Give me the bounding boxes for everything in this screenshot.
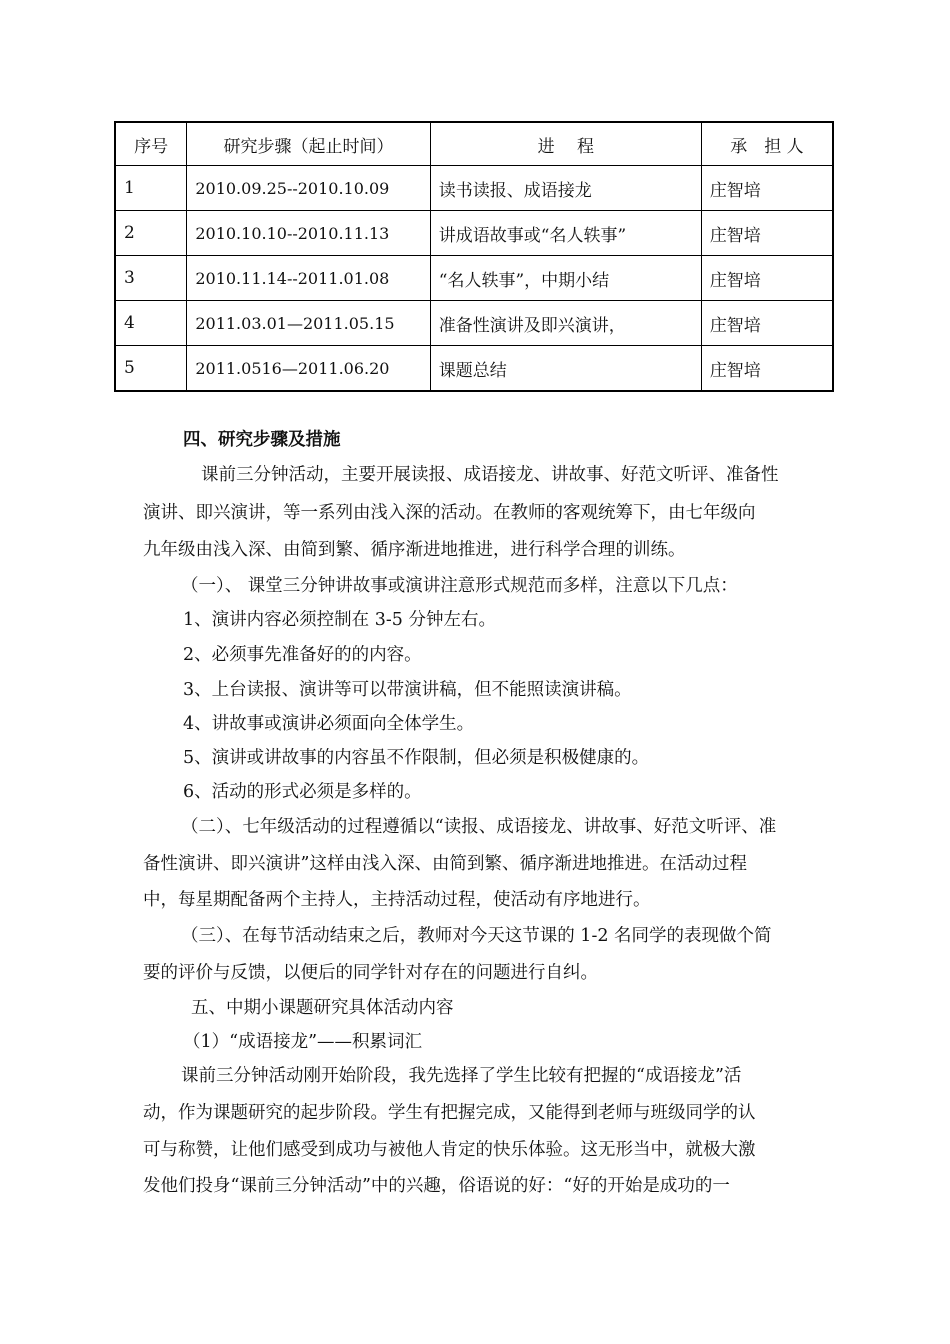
cell-index: 1	[115, 166, 187, 211]
cell-index: 2	[115, 211, 187, 256]
header-step: 研究步骤（起止时间）	[187, 122, 430, 166]
cell-dates: 2010.10.10--2010.11.13	[187, 211, 430, 256]
cell-index: 3	[115, 256, 187, 301]
list-item: 6、活动的形式必须是多样的。	[183, 782, 422, 802]
paragraph-line: 课前三分钟活动刚开始阶段，我先选择了学生比较有把握的“成语接龙”活	[181, 1066, 742, 1086]
cell-process: 课题总结	[430, 346, 701, 392]
cell-index: 4	[115, 301, 187, 346]
cell-owner: 庄智培	[701, 346, 833, 392]
list-item: 1、演讲内容必须控制在 3-5 分钟左右。	[183, 610, 496, 630]
research-plan-table	[114, 121, 834, 392]
list-item: 2、必须事先准备好的的内容。	[183, 645, 422, 665]
list-item: 3、上台读报、演讲等可以带演讲稿，但不能照读演讲稿。	[183, 680, 632, 700]
list-item: 4、讲故事或演讲必须面向全体学生。	[183, 714, 475, 734]
cell-dates: 2010.09.25--2010.10.09	[187, 166, 430, 211]
cell-process: 准备性演讲及即兴演讲，	[430, 301, 701, 346]
paragraph-line: 可与称赞，让他们感受到成功与被他人肯定的快乐体验。这无形当中，就极大激	[143, 1140, 756, 1160]
table-row	[115, 256, 833, 301]
paragraph-line: 要的评价与反馈，以便后的同学针对存在的问题进行自纠。	[143, 963, 598, 983]
cell-dates: 2011.03.01—2011.05.15	[187, 301, 430, 346]
cell-owner: 庄智培	[701, 301, 833, 346]
header-process: 进 程	[430, 122, 701, 166]
list-item: 5、演讲或讲故事的内容虽不作限制，但必须是积极健康的。	[183, 748, 650, 768]
paragraph-line: （三）、在每节活动结束之后，教师对今天这节课的 1-2 名同学的表现做个简	[181, 926, 772, 946]
paragraph-line: 演讲、即兴演讲，等一系列由浅入深的活动。在教师的客观统筹下，由七年级向	[143, 503, 756, 523]
subsection-heading-1: （一）、 课堂三分钟讲故事或演讲注意形式规范而多样，注意以下几点：	[181, 576, 738, 596]
cell-owner: 庄智培	[701, 211, 833, 256]
section-heading-5: 五、中期小课题研究具体活动内容	[191, 998, 454, 1018]
cell-owner: 庄智培	[701, 166, 833, 211]
paragraph-line: 课前三分钟活动，主要开展读报、成语接龙、讲故事、好范文听评、准备性	[201, 465, 779, 485]
cell-dates: 2010.11.14--2011.01.08	[187, 256, 430, 301]
paragraph-line: 动，作为课题研究的起步阶段。学生有把握完成，又能得到老师与班级同学的认	[143, 1103, 756, 1123]
paragraph-line: 备性演讲、即兴演讲”这样由浅入深、由简到繁、循序渐进地推进。在活动过程	[143, 854, 747, 874]
header-index: 序号	[115, 122, 187, 166]
subsection-heading: （1）“成语接龙”——积累词汇	[183, 1032, 423, 1052]
paragraph-line: 发他们投身“课前三分钟活动”中的兴趣，俗语说的好：“好的开始是成功的一	[143, 1176, 730, 1196]
paragraph-line: 中，每星期配备两个主持人，主持活动过程，使活动有序地进行。	[143, 890, 651, 910]
paragraph-line: 九年级由浅入深、由简到繁、循序渐进地推进，进行科学合理的训练。	[143, 540, 686, 560]
cell-process: 读书读报、成语接龙	[430, 166, 701, 211]
header-owner: 承 担 人	[701, 122, 833, 166]
table-row	[115, 211, 833, 256]
cell-process: 讲成语故事或“名人轶事”	[430, 211, 701, 256]
section-heading-4: 四、研究步骤及措施	[183, 430, 341, 450]
paragraph-line: （二）、七年级活动的过程遵循以“读报、成语接龙、讲故事、好范文听评、准	[181, 817, 777, 837]
table-row	[115, 346, 833, 392]
table-row	[115, 166, 833, 211]
cell-dates: 2011.0516—2011.06.20	[187, 346, 430, 392]
cell-index: 5	[115, 346, 187, 392]
cell-owner: 庄智培	[701, 256, 833, 301]
table-header-row	[115, 122, 833, 166]
cell-process: “名人轶事”，中期小结	[430, 256, 701, 301]
table-row	[115, 301, 833, 346]
